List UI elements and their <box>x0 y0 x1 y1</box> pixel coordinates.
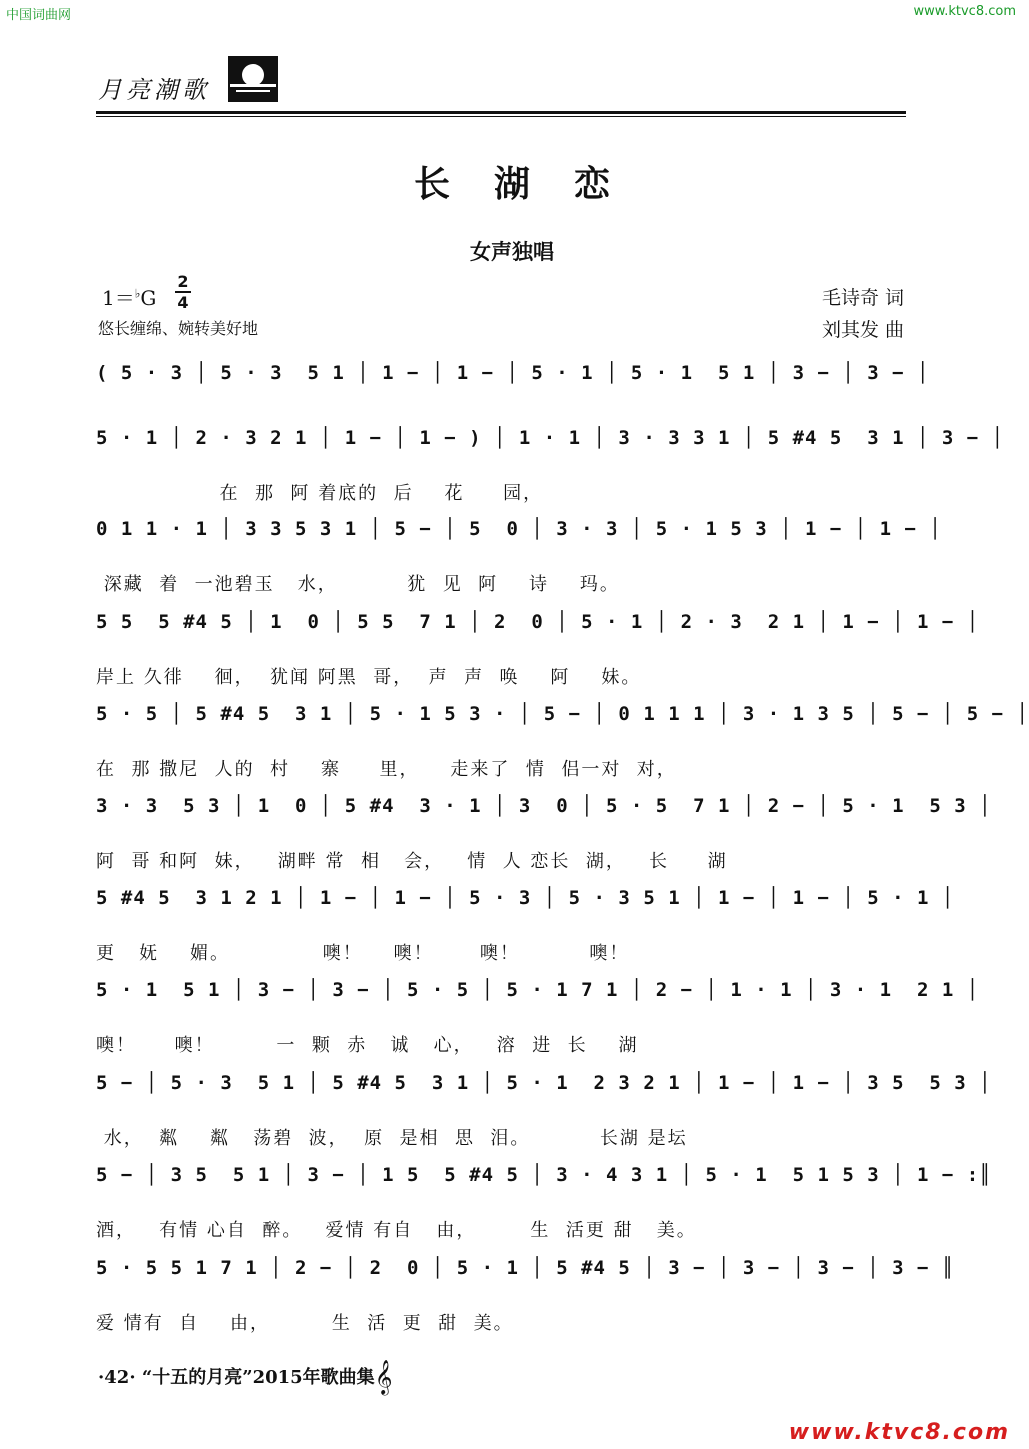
lyrics-row: 噢！ 噢！ 一 颗 赤 诚 心， 溶 进 长 湖 <box>96 1035 639 1056</box>
notes-text: 5 · 1 │ 2 · 3 2 1 │ 1 − │ 1 − ) │ 1 · 1 │ 3 · 3 3 1 │ 5 #4 5 3 1 │ 3 − │ <box>96 427 1005 449</box>
notes-text: 5 − │ 5 · 3 5 1 │ 5 #4 5 3 1 │ 5 · 1 2 3 2 1 │ 1 − │ 1 − │ 3 5 5 3 │ <box>96 1072 992 1094</box>
treble-clef-icon: 𝄞 <box>374 1360 393 1395</box>
composer-credit: 刘其发 曲 <box>821 319 904 341</box>
notes-row <box>96 975 980 1005</box>
header-rule-thin <box>96 116 906 117</box>
notes-text: 5 · 5 5 1 7 1 │ 2 − │ 2 0 │ 5 · 1 │ 5 #4 5 │ 3 − │ 3 − │ 3 − │ 3 − ║ <box>96 1257 955 1279</box>
notes-row <box>96 791 992 821</box>
notes-row <box>96 883 955 913</box>
lyrics-row: 深藏 着 一池碧玉 水， 犹 见 阿 诗 玛。 <box>96 574 620 595</box>
notes-text: 5 − │ 3 5 5 1 │ 3 − │ 1 5 5 #4 5 │ 3 · 4 3 1 │ 5 · 1 5 1 5 3 │ 1 − :║ <box>96 1164 992 1186</box>
flat-sign: ♭ <box>134 286 141 301</box>
lyricist-credit: 毛诗奇 词 <box>821 287 904 309</box>
lyrics-row: 水， 粼 粼 荡碧 波， 原 是相 思 泪。 长湖 是坛 <box>96 1128 688 1149</box>
notes-text: 3 · 3 5 3 │ 1 0 │ 5 #4 3 · 1 │ 3 0 │ 5 · 5 7 1 │ 2 − │ 5 · 1 5 3 │ <box>96 795 992 817</box>
notes-row <box>96 1253 955 1283</box>
time-signature <box>175 273 191 311</box>
brand-text: 月亮潮歌 <box>98 76 210 104</box>
lyrics-row: 在 那 撒尼 人的 村 寨 里， 走来了 情 侣一对 对， <box>96 759 677 780</box>
notes-row <box>96 1068 992 1098</box>
notes-row <box>96 514 942 544</box>
notes-text: 5 · 1 5 1 │ 3 − │ 3 − │ 5 · 5 │ 5 · 1 7 1 │ 2 − │ 1 · 1 │ 3 · 1 2 1 │ <box>96 979 980 1001</box>
notes-row <box>96 1160 992 1190</box>
lyrics-row: 在 那 阿 着底的 后 花 园， <box>96 483 544 504</box>
lyrics-row: 岸上 久徘 徊， 犹闻 阿黑 哥， 声 声 唤 阿 妹。 <box>96 667 642 688</box>
header-rule <box>96 111 906 114</box>
lyrics-row: 阿 哥 和阿 妹， 湖畔 常 相 会， 情 人 恋长 湖， 长 湖 <box>96 851 728 872</box>
notes-row <box>96 607 980 637</box>
moon-over-waves-icon <box>228 56 278 102</box>
lyrics-row: 爱 情有 自 由， 生 活 更 甜 美。 <box>96 1313 514 1334</box>
watermark-site-name[interactable]: 中国词曲网 <box>6 8 72 23</box>
notes-text: 5 5 5 #4 5 │ 1 0 │ 5 5 7 1 │ 2 0 │ 5 · 1 │ 2 · 3 2 1 │ 1 − │ 1 − │ <box>96 611 980 633</box>
song-title: 长湖恋 <box>413 163 654 205</box>
notes-row <box>96 699 1029 729</box>
notes-text: ( 5 · 3 │ 5 · 3 5 1 │ 1 − │ 1 − │ 5 · 1 │ 5 · 1 5 1 │ 3 − │ 3 − │ <box>96 362 930 384</box>
book-title: “十五的月亮”2015年歌曲集 <box>141 1367 375 1388</box>
tempo-marking: 悠长缠绵、婉转美好地 <box>98 319 259 338</box>
lyrics-row: 酒， 有情 心自 醉。 爱情 有自 由， 生 活更 甜 美。 <box>96 1220 697 1241</box>
watermark-bottom-url[interactable]: www.ktvc8.com <box>788 1420 1010 1445</box>
time-bottom: 4 <box>177 293 189 312</box>
key-note: G <box>140 286 157 310</box>
notes-text: 5 #4 5 3 1 2 1 │ 1 − │ 1 − │ 5 · 3 │ 5 · 3 5 1 │ 1 − │ 1 − │ 5 · 1 │ <box>96 887 955 909</box>
page-number: ·42· <box>98 1367 136 1388</box>
notes-text: 0 1 1 · 1 │ 3 3 5 3 1 │ 5 − │ 5 0 │ 3 · 3 │ 5 · 1 5 3 │ 1 − │ 1 − │ <box>96 518 942 540</box>
key-prefix: 1＝ <box>102 286 135 310</box>
page-footer <box>98 1360 392 1395</box>
song-subtitle: 女声独唱 <box>470 240 554 264</box>
notes-row <box>96 423 1005 453</box>
notes-text: 5 · 5 │ 5 #4 5 3 1 │ 5 · 1 5 3 · │ 5 − │ 0 1 1 1 │ 3 · 1 3 5 │ 5 − │ 5 − │ <box>96 703 1029 725</box>
watermark-site-url[interactable]: www.ktvc8.com <box>913 4 1016 19</box>
notes-row <box>96 358 930 388</box>
lyrics-row: 更 妩 媚。 噢！ 噢！ 噢！ 噢！ <box>96 943 630 964</box>
key-signature <box>102 282 156 311</box>
time-top: 2 <box>177 272 189 291</box>
